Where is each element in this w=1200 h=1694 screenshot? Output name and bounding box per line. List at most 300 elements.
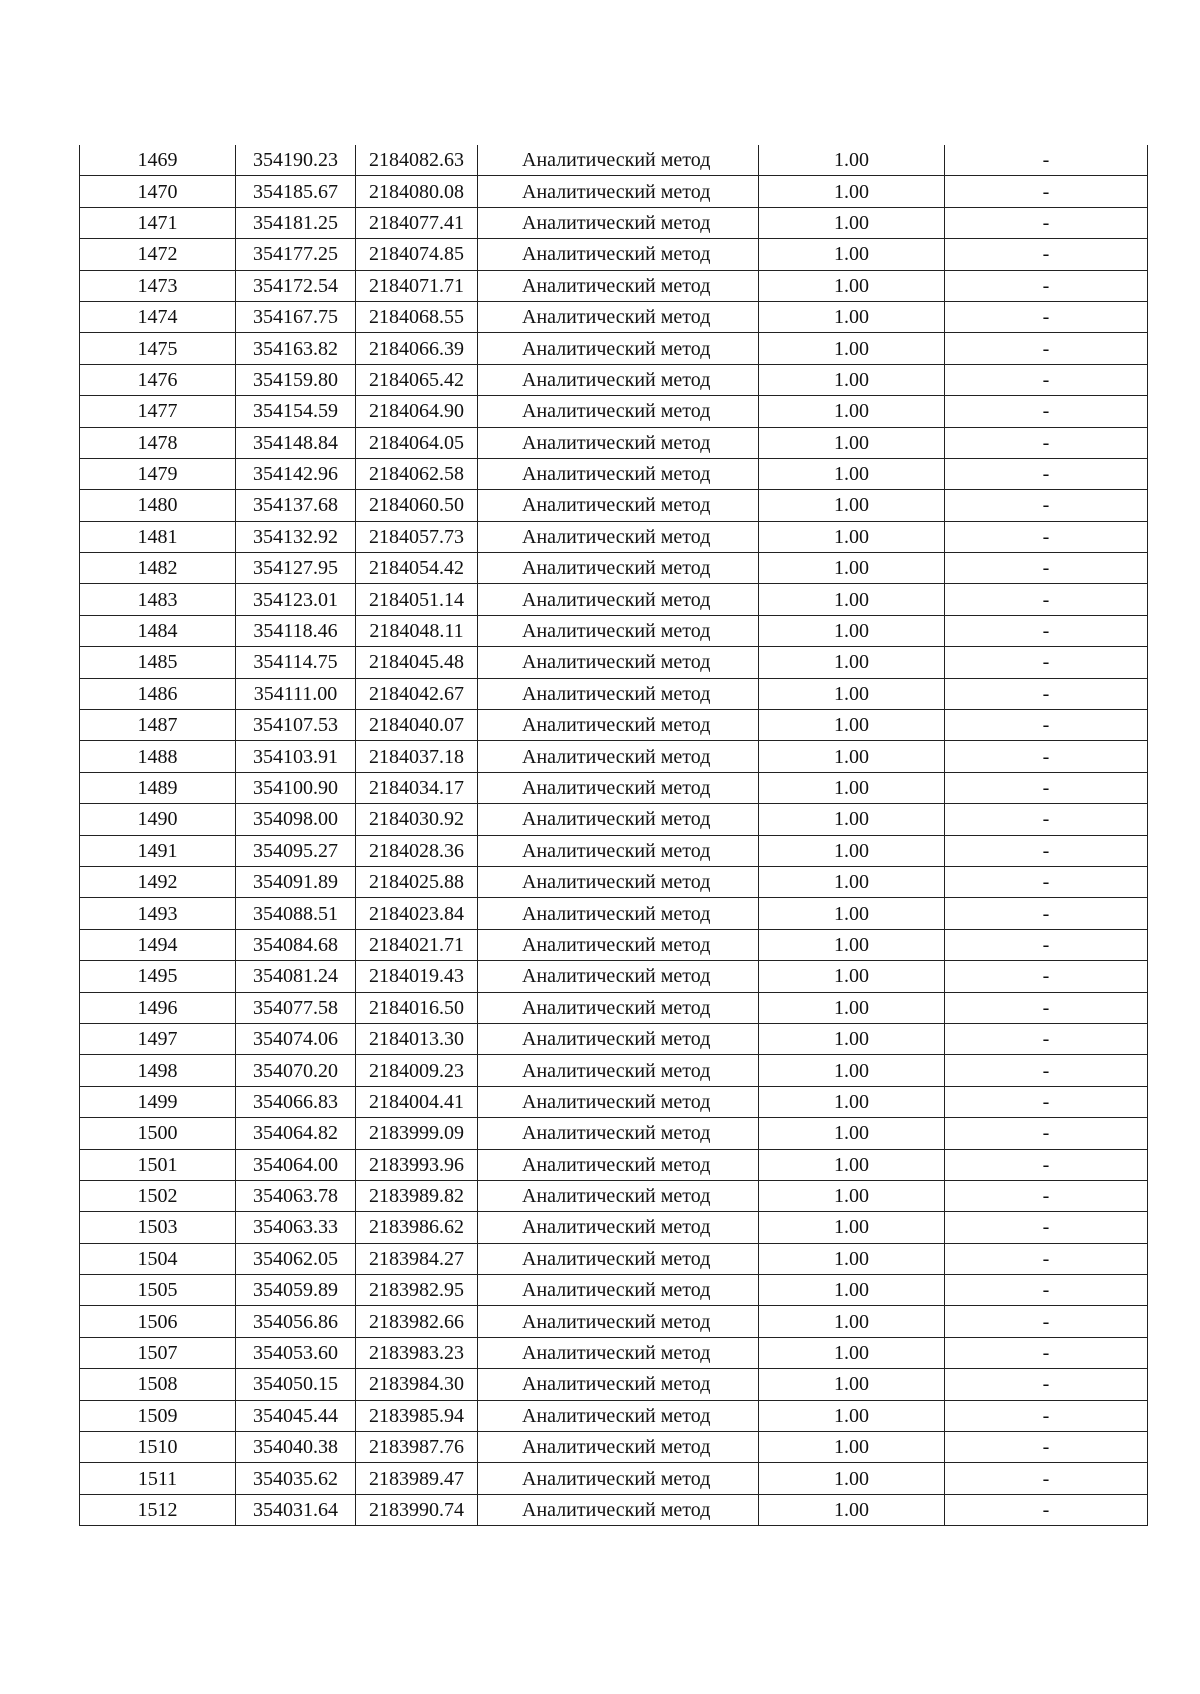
x-coordinate-cell: 354050.15 <box>236 1369 356 1400</box>
accuracy-cell: 1.00 <box>759 239 945 270</box>
point-number-cell: 1507 <box>80 1337 236 1368</box>
point-number-cell: 1487 <box>80 710 236 741</box>
y-coordinate-cell: 2184016.50 <box>356 992 478 1023</box>
method-cell: Аналитический метод <box>478 741 759 772</box>
accuracy-cell: 1.00 <box>759 176 945 207</box>
note-cell: - <box>945 804 1148 835</box>
note-cell: - <box>945 1118 1148 1149</box>
note-cell: - <box>945 961 1148 992</box>
accuracy-cell: 1.00 <box>759 1337 945 1368</box>
accuracy-cell: 1.00 <box>759 866 945 897</box>
accuracy-cell: 1.00 <box>759 1275 945 1306</box>
point-number-cell: 1488 <box>80 741 236 772</box>
x-coordinate-cell: 354148.84 <box>236 427 356 458</box>
note-cell: - <box>945 1463 1148 1494</box>
table-row <box>80 992 1148 1023</box>
table-row <box>80 427 1148 458</box>
method-cell: Аналитический метод <box>478 1118 759 1149</box>
y-coordinate-cell: 2183982.95 <box>356 1275 478 1306</box>
note-cell: - <box>945 239 1148 270</box>
y-coordinate-cell: 2184060.50 <box>356 490 478 521</box>
accuracy-cell: 1.00 <box>759 1118 945 1149</box>
point-number-cell: 1470 <box>80 176 236 207</box>
y-coordinate-cell: 2184019.43 <box>356 961 478 992</box>
point-number-cell: 1496 <box>80 992 236 1023</box>
point-number-cell: 1485 <box>80 647 236 678</box>
x-coordinate-cell: 354132.92 <box>236 521 356 552</box>
point-number-cell: 1489 <box>80 772 236 803</box>
table-row <box>80 1275 1148 1306</box>
x-coordinate-cell: 354064.82 <box>236 1118 356 1149</box>
x-coordinate-cell: 354064.00 <box>236 1149 356 1180</box>
accuracy-cell: 1.00 <box>759 898 945 929</box>
y-coordinate-cell: 2183985.94 <box>356 1400 478 1431</box>
x-coordinate-cell: 354154.59 <box>236 396 356 427</box>
method-cell: Аналитический метод <box>478 396 759 427</box>
method-cell: Аналитический метод <box>478 176 759 207</box>
method-cell: Аналитический метод <box>478 364 759 395</box>
note-cell: - <box>945 553 1148 584</box>
y-coordinate-cell: 2184042.67 <box>356 678 478 709</box>
method-cell: Аналитический метод <box>478 615 759 646</box>
accuracy-cell: 1.00 <box>759 458 945 489</box>
x-coordinate-cell: 354185.67 <box>236 176 356 207</box>
table-row <box>80 364 1148 395</box>
note-cell: - <box>945 710 1148 741</box>
y-coordinate-cell: 2183987.76 <box>356 1432 478 1463</box>
x-coordinate-cell: 354111.00 <box>236 678 356 709</box>
x-coordinate-cell: 354035.62 <box>236 1463 356 1494</box>
table-row <box>80 678 1148 709</box>
point-number-cell: 1469 <box>80 145 236 176</box>
method-cell: Аналитический метод <box>478 647 759 678</box>
accuracy-cell: 1.00 <box>759 1086 945 1117</box>
y-coordinate-cell: 2184071.71 <box>356 270 478 301</box>
table-row <box>80 647 1148 678</box>
y-coordinate-cell: 2183983.23 <box>356 1337 478 1368</box>
method-cell: Аналитический метод <box>478 710 759 741</box>
method-cell: Аналитический метод <box>478 1023 759 1054</box>
method-cell: Аналитический метод <box>478 1275 759 1306</box>
note-cell: - <box>945 1023 1148 1054</box>
method-cell: Аналитический метод <box>478 961 759 992</box>
table-row <box>80 490 1148 521</box>
note-cell: - <box>945 1275 1148 1306</box>
accuracy-cell: 1.00 <box>759 710 945 741</box>
method-cell: Аналитический метод <box>478 1400 759 1431</box>
point-number-cell: 1505 <box>80 1275 236 1306</box>
x-coordinate-cell: 354114.75 <box>236 647 356 678</box>
y-coordinate-cell: 2184080.08 <box>356 176 478 207</box>
note-cell: - <box>945 584 1148 615</box>
method-cell: Аналитический метод <box>478 1369 759 1400</box>
note-cell: - <box>945 1337 1148 1368</box>
point-number-cell: 1486 <box>80 678 236 709</box>
accuracy-cell: 1.00 <box>759 804 945 835</box>
table-row <box>80 176 1148 207</box>
point-number-cell: 1502 <box>80 1180 236 1211</box>
note-cell: - <box>945 1400 1148 1431</box>
note-cell: - <box>945 145 1148 176</box>
point-number-cell: 1474 <box>80 301 236 332</box>
y-coordinate-cell: 2184082.63 <box>356 145 478 176</box>
accuracy-cell: 1.00 <box>759 396 945 427</box>
table-row <box>80 1494 1148 1525</box>
x-coordinate-cell: 354059.89 <box>236 1275 356 1306</box>
x-coordinate-cell: 354053.60 <box>236 1337 356 1368</box>
table-row <box>80 458 1148 489</box>
note-cell: - <box>945 741 1148 772</box>
method-cell: Аналитический метод <box>478 678 759 709</box>
table-row <box>80 584 1148 615</box>
accuracy-cell: 1.00 <box>759 1463 945 1494</box>
note-cell: - <box>945 835 1148 866</box>
point-number-cell: 1478 <box>80 427 236 458</box>
point-number-cell: 1506 <box>80 1306 236 1337</box>
y-coordinate-cell: 2184040.07 <box>356 710 478 741</box>
x-coordinate-cell: 354167.75 <box>236 301 356 332</box>
method-cell: Аналитический метод <box>478 333 759 364</box>
table-row <box>80 1400 1148 1431</box>
x-coordinate-cell: 354088.51 <box>236 898 356 929</box>
table-row <box>80 835 1148 866</box>
x-coordinate-cell: 354118.46 <box>236 615 356 646</box>
point-number-cell: 1477 <box>80 396 236 427</box>
table-row <box>80 1463 1148 1494</box>
note-cell: - <box>945 396 1148 427</box>
method-cell: Аналитический метод <box>478 301 759 332</box>
x-coordinate-cell: 354103.91 <box>236 741 356 772</box>
accuracy-cell: 1.00 <box>759 835 945 866</box>
method-cell: Аналитический метод <box>478 1463 759 1494</box>
point-number-cell: 1476 <box>80 364 236 395</box>
point-number-cell: 1481 <box>80 521 236 552</box>
table-row <box>80 1180 1148 1211</box>
y-coordinate-cell: 2184045.48 <box>356 647 478 678</box>
table-row <box>80 1369 1148 1400</box>
point-number-cell: 1497 <box>80 1023 236 1054</box>
table-row <box>80 1243 1148 1274</box>
point-number-cell: 1479 <box>80 458 236 489</box>
table-row <box>80 521 1148 552</box>
note-cell: - <box>945 427 1148 458</box>
point-number-cell: 1473 <box>80 270 236 301</box>
y-coordinate-cell: 2184064.90 <box>356 396 478 427</box>
method-cell: Аналитический метод <box>478 521 759 552</box>
point-number-cell: 1491 <box>80 835 236 866</box>
point-number-cell: 1500 <box>80 1118 236 1149</box>
method-cell: Аналитический метод <box>478 553 759 584</box>
method-cell: Аналитический метод <box>478 898 759 929</box>
table-row <box>80 1306 1148 1337</box>
method-cell: Аналитический метод <box>478 1432 759 1463</box>
method-cell: Аналитический метод <box>478 458 759 489</box>
point-number-cell: 1512 <box>80 1494 236 1525</box>
y-coordinate-cell: 2184025.88 <box>356 866 478 897</box>
point-number-cell: 1492 <box>80 866 236 897</box>
note-cell: - <box>945 1212 1148 1243</box>
point-number-cell: 1495 <box>80 961 236 992</box>
point-number-cell: 1499 <box>80 1086 236 1117</box>
note-cell: - <box>945 647 1148 678</box>
y-coordinate-cell: 2183986.62 <box>356 1212 478 1243</box>
method-cell: Аналитический метод <box>478 1243 759 1274</box>
method-cell: Аналитический метод <box>478 866 759 897</box>
y-coordinate-cell: 2183984.27 <box>356 1243 478 1274</box>
y-coordinate-cell: 2183982.66 <box>356 1306 478 1337</box>
x-coordinate-cell: 354062.05 <box>236 1243 356 1274</box>
table-row <box>80 1086 1148 1117</box>
accuracy-cell: 1.00 <box>759 1432 945 1463</box>
table-row <box>80 1023 1148 1054</box>
x-coordinate-cell: 354070.20 <box>236 1055 356 1086</box>
y-coordinate-cell: 2183989.82 <box>356 1180 478 1211</box>
accuracy-cell: 1.00 <box>759 1369 945 1400</box>
point-number-cell: 1503 <box>80 1212 236 1243</box>
x-coordinate-cell: 354074.06 <box>236 1023 356 1054</box>
x-coordinate-cell: 354063.78 <box>236 1180 356 1211</box>
x-coordinate-cell: 354040.38 <box>236 1432 356 1463</box>
point-number-cell: 1494 <box>80 929 236 960</box>
x-coordinate-cell: 354100.90 <box>236 772 356 803</box>
accuracy-cell: 1.00 <box>759 301 945 332</box>
note-cell: - <box>945 301 1148 332</box>
x-coordinate-cell: 354181.25 <box>236 207 356 238</box>
method-cell: Аналитический метод <box>478 1306 759 1337</box>
accuracy-cell: 1.00 <box>759 992 945 1023</box>
method-cell: Аналитический метод <box>478 490 759 521</box>
accuracy-cell: 1.00 <box>759 1055 945 1086</box>
y-coordinate-cell: 2184048.11 <box>356 615 478 646</box>
y-coordinate-cell: 2184037.18 <box>356 741 478 772</box>
note-cell: - <box>945 1086 1148 1117</box>
table-row <box>80 553 1148 584</box>
note-cell: - <box>945 333 1148 364</box>
table-row <box>80 615 1148 646</box>
y-coordinate-cell: 2184066.39 <box>356 333 478 364</box>
y-coordinate-cell: 2184057.73 <box>356 521 478 552</box>
method-cell: Аналитический метод <box>478 145 759 176</box>
accuracy-cell: 1.00 <box>759 741 945 772</box>
x-coordinate-cell: 354056.86 <box>236 1306 356 1337</box>
y-coordinate-cell: 2184009.23 <box>356 1055 478 1086</box>
x-coordinate-cell: 354177.25 <box>236 239 356 270</box>
accuracy-cell: 1.00 <box>759 1243 945 1274</box>
method-cell: Аналитический метод <box>478 1086 759 1117</box>
accuracy-cell: 1.00 <box>759 1400 945 1431</box>
point-number-cell: 1480 <box>80 490 236 521</box>
x-coordinate-cell: 354107.53 <box>236 710 356 741</box>
method-cell: Аналитический метод <box>478 584 759 615</box>
x-coordinate-cell: 354095.27 <box>236 835 356 866</box>
point-number-cell: 1511 <box>80 1463 236 1494</box>
accuracy-cell: 1.00 <box>759 145 945 176</box>
method-cell: Аналитический метод <box>478 1494 759 1525</box>
note-cell: - <box>945 772 1148 803</box>
method-cell: Аналитический метод <box>478 270 759 301</box>
table-row <box>80 741 1148 772</box>
x-coordinate-cell: 354127.95 <box>236 553 356 584</box>
accuracy-cell: 1.00 <box>759 427 945 458</box>
note-cell: - <box>945 1432 1148 1463</box>
accuracy-cell: 1.00 <box>759 1212 945 1243</box>
method-cell: Аналитический метод <box>478 1180 759 1211</box>
note-cell: - <box>945 1306 1148 1337</box>
x-coordinate-cell: 354081.24 <box>236 961 356 992</box>
accuracy-cell: 1.00 <box>759 553 945 584</box>
method-cell: Аналитический метод <box>478 772 759 803</box>
table-row <box>80 772 1148 803</box>
table-row <box>80 710 1148 741</box>
accuracy-cell: 1.00 <box>759 270 945 301</box>
point-number-cell: 1498 <box>80 1055 236 1086</box>
table-row <box>80 1055 1148 1086</box>
method-cell: Аналитический метод <box>478 835 759 866</box>
coordinates-table <box>79 145 1148 1526</box>
note-cell: - <box>945 866 1148 897</box>
point-number-cell: 1482 <box>80 553 236 584</box>
x-coordinate-cell: 354077.58 <box>236 992 356 1023</box>
x-coordinate-cell: 354142.96 <box>236 458 356 489</box>
note-cell: - <box>945 1494 1148 1525</box>
table-row <box>80 301 1148 332</box>
point-number-cell: 1510 <box>80 1432 236 1463</box>
y-coordinate-cell: 2184028.36 <box>356 835 478 866</box>
y-coordinate-cell: 2184034.17 <box>356 772 478 803</box>
y-coordinate-cell: 2184051.14 <box>356 584 478 615</box>
point-number-cell: 1483 <box>80 584 236 615</box>
table-row <box>80 866 1148 897</box>
note-cell: - <box>945 992 1148 1023</box>
method-cell: Аналитический метод <box>478 929 759 960</box>
x-coordinate-cell: 354159.80 <box>236 364 356 395</box>
accuracy-cell: 1.00 <box>759 490 945 521</box>
y-coordinate-cell: 2183989.47 <box>356 1463 478 1494</box>
note-cell: - <box>945 458 1148 489</box>
accuracy-cell: 1.00 <box>759 1180 945 1211</box>
x-coordinate-cell: 354190.23 <box>236 145 356 176</box>
accuracy-cell: 1.00 <box>759 1494 945 1525</box>
x-coordinate-cell: 354084.68 <box>236 929 356 960</box>
point-number-cell: 1472 <box>80 239 236 270</box>
y-coordinate-cell: 2184077.41 <box>356 207 478 238</box>
note-cell: - <box>945 678 1148 709</box>
note-cell: - <box>945 1055 1148 1086</box>
accuracy-cell: 1.00 <box>759 1149 945 1180</box>
table-row <box>80 1212 1148 1243</box>
note-cell: - <box>945 207 1148 238</box>
table-row <box>80 145 1148 176</box>
accuracy-cell: 1.00 <box>759 929 945 960</box>
table-row <box>80 1337 1148 1368</box>
accuracy-cell: 1.00 <box>759 772 945 803</box>
note-cell: - <box>945 1149 1148 1180</box>
method-cell: Аналитический метод <box>478 427 759 458</box>
method-cell: Аналитический метод <box>478 1212 759 1243</box>
x-coordinate-cell: 354063.33 <box>236 1212 356 1243</box>
note-cell: - <box>945 1180 1148 1211</box>
accuracy-cell: 1.00 <box>759 961 945 992</box>
accuracy-cell: 1.00 <box>759 678 945 709</box>
table-row <box>80 239 1148 270</box>
point-number-cell: 1471 <box>80 207 236 238</box>
note-cell: - <box>945 176 1148 207</box>
point-number-cell: 1504 <box>80 1243 236 1274</box>
y-coordinate-cell: 2183993.96 <box>356 1149 478 1180</box>
point-number-cell: 1493 <box>80 898 236 929</box>
y-coordinate-cell: 2184054.42 <box>356 553 478 584</box>
method-cell: Аналитический метод <box>478 239 759 270</box>
table-row <box>80 1118 1148 1149</box>
x-coordinate-cell: 354123.01 <box>236 584 356 615</box>
note-cell: - <box>945 929 1148 960</box>
accuracy-cell: 1.00 <box>759 207 945 238</box>
method-cell: Аналитический метод <box>478 804 759 835</box>
table-row <box>80 898 1148 929</box>
y-coordinate-cell: 2183999.09 <box>356 1118 478 1149</box>
table-row <box>80 333 1148 364</box>
accuracy-cell: 1.00 <box>759 1306 945 1337</box>
y-coordinate-cell: 2184021.71 <box>356 929 478 960</box>
method-cell: Аналитический метод <box>478 1055 759 1086</box>
method-cell: Аналитический метод <box>478 1149 759 1180</box>
note-cell: - <box>945 615 1148 646</box>
x-coordinate-cell: 354098.00 <box>236 804 356 835</box>
x-coordinate-cell: 354137.68 <box>236 490 356 521</box>
table-row <box>80 396 1148 427</box>
y-coordinate-cell: 2184030.92 <box>356 804 478 835</box>
method-cell: Аналитический метод <box>478 1337 759 1368</box>
y-coordinate-cell: 2183984.30 <box>356 1369 478 1400</box>
x-coordinate-cell: 354031.64 <box>236 1494 356 1525</box>
y-coordinate-cell: 2184068.55 <box>356 301 478 332</box>
accuracy-cell: 1.00 <box>759 521 945 552</box>
x-coordinate-cell: 354172.54 <box>236 270 356 301</box>
x-coordinate-cell: 354066.83 <box>236 1086 356 1117</box>
y-coordinate-cell: 2183990.74 <box>356 1494 478 1525</box>
note-cell: - <box>945 270 1148 301</box>
table-row <box>80 1432 1148 1463</box>
table-row <box>80 961 1148 992</box>
note-cell: - <box>945 898 1148 929</box>
note-cell: - <box>945 1243 1148 1274</box>
accuracy-cell: 1.00 <box>759 364 945 395</box>
accuracy-cell: 1.00 <box>759 615 945 646</box>
table-row <box>80 207 1148 238</box>
accuracy-cell: 1.00 <box>759 333 945 364</box>
coordinates-table-body <box>80 145 1148 1526</box>
method-cell: Аналитический метод <box>478 992 759 1023</box>
x-coordinate-cell: 354045.44 <box>236 1400 356 1431</box>
accuracy-cell: 1.00 <box>759 584 945 615</box>
y-coordinate-cell: 2184013.30 <box>356 1023 478 1054</box>
x-coordinate-cell: 354091.89 <box>236 866 356 897</box>
y-coordinate-cell: 2184062.58 <box>356 458 478 489</box>
y-coordinate-cell: 2184023.84 <box>356 898 478 929</box>
note-cell: - <box>945 364 1148 395</box>
accuracy-cell: 1.00 <box>759 647 945 678</box>
point-number-cell: 1484 <box>80 615 236 646</box>
y-coordinate-cell: 2184074.85 <box>356 239 478 270</box>
note-cell: - <box>945 1369 1148 1400</box>
table-row <box>80 1149 1148 1180</box>
table-row <box>80 270 1148 301</box>
table-row <box>80 929 1148 960</box>
y-coordinate-cell: 2184004.41 <box>356 1086 478 1117</box>
point-number-cell: 1501 <box>80 1149 236 1180</box>
point-number-cell: 1475 <box>80 333 236 364</box>
x-coordinate-cell: 354163.82 <box>236 333 356 364</box>
